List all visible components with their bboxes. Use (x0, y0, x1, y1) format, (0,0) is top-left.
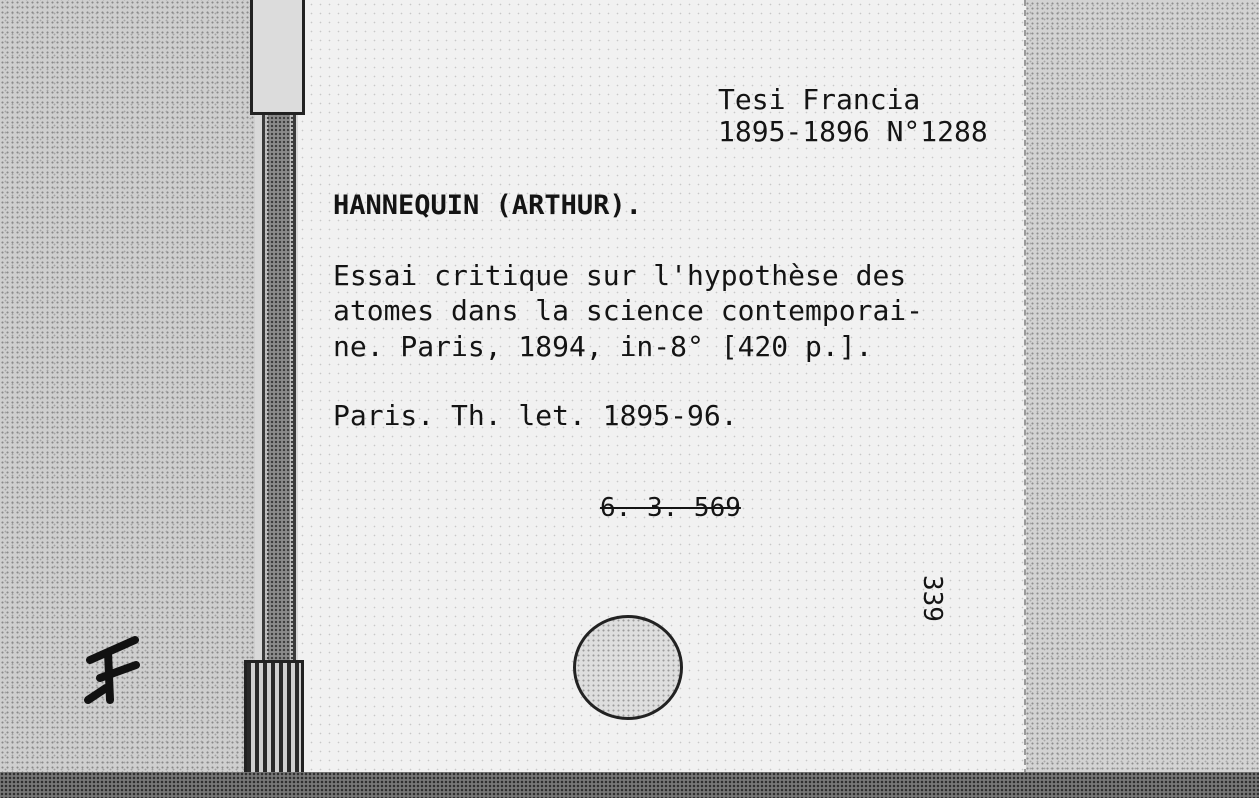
scanner-background-right (1024, 0, 1259, 798)
card-binding-rod (262, 0, 296, 775)
handwritten-mark-icon (80, 630, 150, 710)
card-punch-hole (573, 615, 683, 720)
title-line-1: Essai critique sur l'hypothèse des (333, 259, 907, 292)
rod-bottom-clip (244, 660, 304, 775)
vertical-number: 339 (917, 575, 947, 622)
scan-bottom-edge (0, 772, 1259, 798)
struck-shelfmark: 6. 3. 569 (600, 493, 741, 523)
title-line-3: ne. Paris, 1894, in-8° [420 p.]. (333, 330, 873, 363)
rod-top-clip (250, 0, 305, 115)
title-line-2: atomes dans la science contemporai- (333, 294, 924, 327)
call-number-line-2: 1895-1896 N°1288 (718, 115, 988, 148)
author-heading: HANNEQUIN (ARTHUR). (333, 190, 642, 221)
call-number-line-1: Tesi Francia (718, 83, 921, 116)
thesis-note: Paris. Th. let. 1895-96. (333, 399, 738, 432)
